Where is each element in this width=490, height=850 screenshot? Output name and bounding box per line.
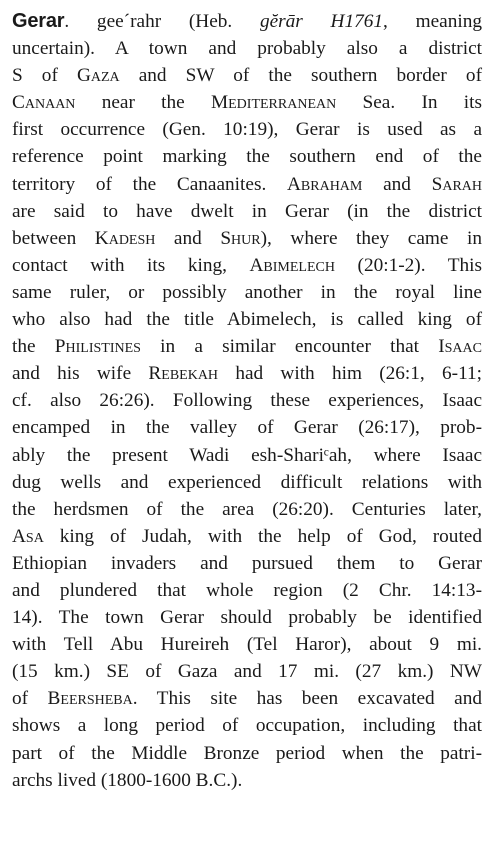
cross-reference: Rebekah — [148, 363, 219, 385]
cross-reference: Gaza — [76, 65, 120, 87]
entry-text-run: in a similar encounter that — [140, 336, 439, 358]
entry-text-run: reference point marking the southern end of the — [12, 146, 482, 168]
entry-text-run: uncertain). A town and probably also a district — [12, 38, 482, 60]
entry-text-run: the — [12, 336, 55, 358]
hebrew-transliteration: gĕrār H1761 — [259, 11, 384, 32]
entry-line — [12, 631, 482, 658]
cross-reference: Sarah — [431, 173, 483, 195]
entry-text-run: same ruler, or possibly another in the royal line — [12, 281, 482, 303]
entry-line — [12, 198, 482, 225]
entry-text-run: first occurrence (Gen. 10:19), Gerar is used as a — [12, 119, 482, 141]
entry-text-run: who also had the title Abimelech, is called king of — [12, 309, 482, 331]
entry-line — [12, 604, 482, 631]
entry-text-run: contact with its king, — [12, 254, 250, 276]
entry-line — [12, 279, 482, 306]
entry-line — [12, 116, 482, 143]
entry-line — [12, 333, 482, 360]
entry-text-run: and plundered that whole region (2 Chr. 14:13- — [12, 579, 482, 601]
entry-text-run: king of Judah, with the help of God, routed — [43, 525, 482, 547]
entry-text-run: are said to have dwelt in Gerar (in the district — [12, 200, 482, 222]
entry-text-run: between — [12, 227, 95, 249]
entry-line — [12, 442, 482, 469]
entry-text — [12, 8, 482, 794]
dictionary-entry — [12, 8, 482, 794]
entry-line — [12, 550, 482, 577]
entry-line — [12, 252, 482, 279]
entry-line — [12, 414, 482, 441]
entry-text-run: and — [155, 227, 221, 249]
entry-line — [12, 306, 482, 333]
cross-reference: Asa — [12, 525, 44, 547]
entry-text-run: . gee´rahr (Heb. — [64, 11, 260, 32]
entry-line — [12, 360, 482, 387]
entry-line — [12, 658, 482, 685]
entry-text-run: part of the Middle Bronze period when the patri- — [12, 742, 482, 764]
entry-line — [12, 685, 482, 712]
cross-reference: Philistines — [54, 336, 141, 358]
entry-text-run: , meaning — [383, 11, 482, 32]
entry-text-run: (20:1-2). This — [334, 254, 483, 276]
entry-text-run: had with him (26:1, 6-11; — [218, 363, 483, 385]
entry-text-run: of — [12, 688, 48, 710]
entry-text-run: territory of the Canaanites. — [12, 173, 287, 195]
entry-text-run: encamped in the valley of Gerar (26:17), prob- — [12, 417, 482, 439]
cross-reference: Shur — [220, 227, 261, 249]
entry-text-run: with Tell Abu Hureireh (Tel Haror), about 9 mi. — [12, 634, 482, 656]
entry-text-run: (15 km.) SE of Gaza and 17 mi. (27 km.) NW — [12, 661, 482, 683]
entry-text-run: shows a long period of occupation, including that — [12, 715, 482, 737]
entry-line — [12, 62, 482, 89]
entry-text-run: ), where they came in — [260, 227, 482, 249]
entry-line — [12, 387, 482, 414]
entry-line — [12, 8, 482, 35]
entry-text-run: . This site has been excavated and — [132, 688, 482, 710]
entry-text-run: Ethiopian invaders and pursued them to Gerar — [12, 552, 482, 574]
entry-line — [12, 225, 482, 252]
cross-reference: Isaac — [438, 336, 482, 358]
entry-line — [12, 712, 482, 739]
entry-line — [12, 577, 482, 604]
entry-text-run: archs lived (1800-1600 B.C.). — [12, 769, 243, 791]
entry-line — [12, 740, 482, 767]
entry-text-run: the herdsmen of the area (26:20). Centuries later, — [12, 498, 482, 520]
cross-reference: Canaan — [12, 92, 76, 114]
cross-reference: Beersheba — [47, 688, 133, 710]
entry-line — [12, 523, 482, 550]
entry-text-run: cf. also 26:26). Following these experiences, Isaac — [12, 390, 482, 412]
entry-text-run: S of — [12, 65, 77, 87]
entry-text-run: Sea. In its — [336, 92, 482, 114]
entry-text-run: dug wells and experienced difficult relations with — [12, 471, 482, 493]
entry-text-run: and his wife — [12, 363, 149, 385]
entry-line — [12, 469, 482, 496]
entry-line — [12, 89, 482, 116]
cross-reference: Kadesh — [94, 227, 156, 249]
cross-reference: Mediterranean — [210, 92, 337, 114]
entry-line — [12, 143, 482, 170]
entry-text-run: ably the present Wadi esh-Shariᶜah, where Isaac — [12, 444, 482, 466]
cross-reference: Abraham — [286, 173, 363, 195]
entry-line — [12, 496, 482, 523]
entry-line — [12, 171, 482, 198]
entry-line — [12, 35, 482, 62]
entry-text-run: 14). The town Gerar should probably be identified — [12, 607, 482, 629]
entry-text-run: near the — [75, 92, 211, 114]
entry-text-run: and SW of the southern border of — [119, 65, 482, 87]
cross-reference: Abimelech — [249, 254, 335, 276]
entry-line — [12, 767, 482, 794]
entry-text-run: and — [362, 173, 432, 195]
headword: Gerar — [12, 10, 65, 32]
